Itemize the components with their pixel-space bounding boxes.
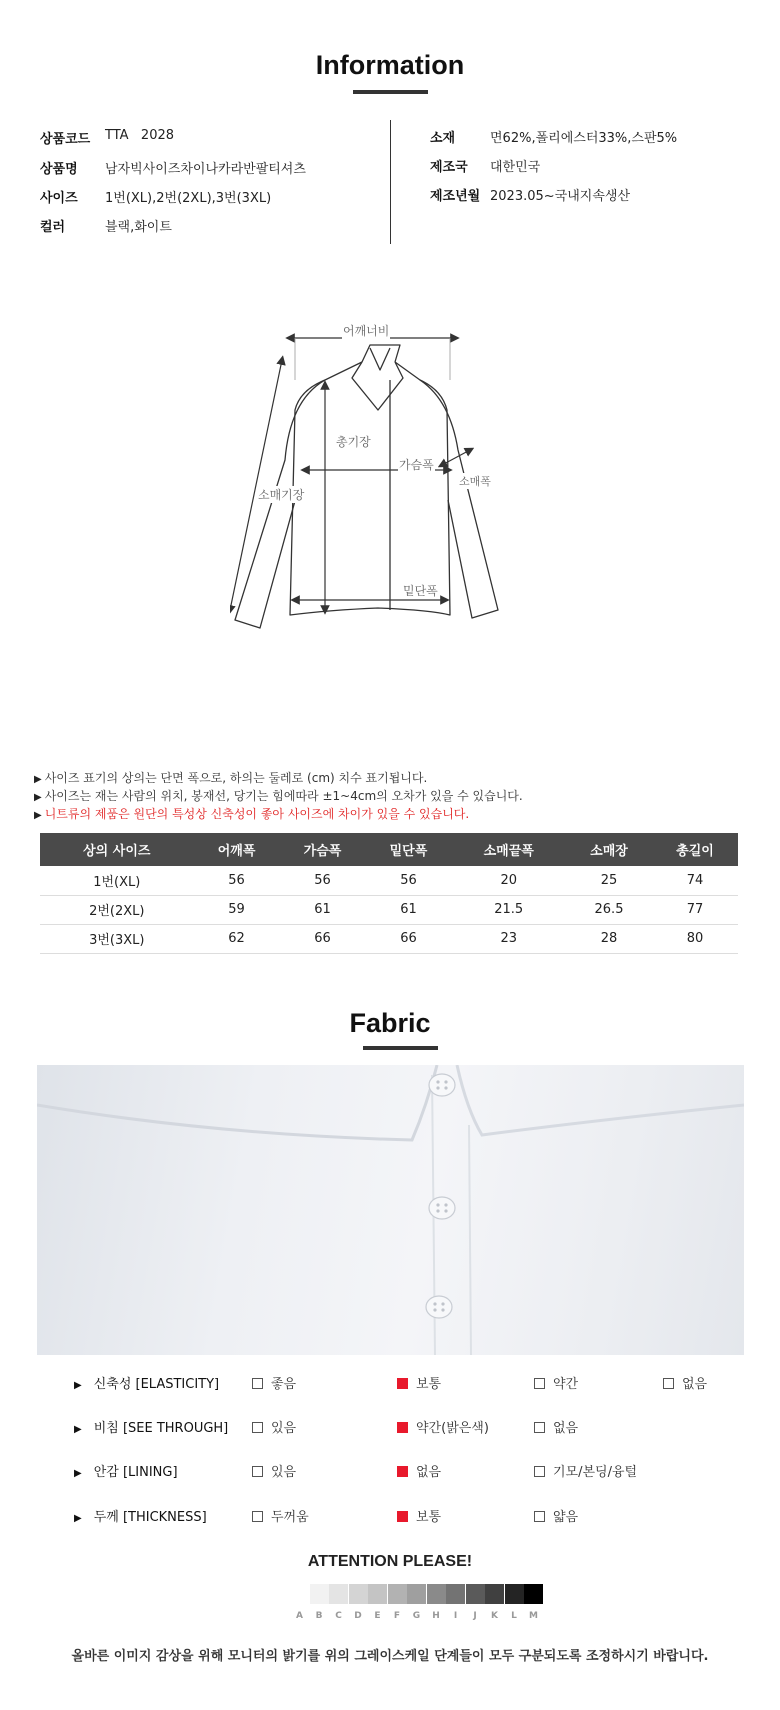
table-row — [40, 866, 738, 895]
option-label: 보통 — [416, 1510, 442, 1525]
information-title: Information — [315, 50, 465, 80]
table-cell: 3번(3XL) — [40, 924, 194, 953]
prop-lining-option — [252, 1461, 296, 1480]
table-cell: 56 — [365, 866, 451, 895]
prop-thickness-option — [397, 1506, 441, 1525]
prop-see-through-text: 비침 [SEE THROUGH] — [93, 1421, 229, 1436]
diagram-label-sleeve-length: 소매기장 — [258, 488, 305, 502]
table-cell: 2번(2XL) — [40, 895, 194, 924]
attention-title: ATTENTION PLEASE! — [307, 1553, 473, 1570]
diagram-label-shoulder: 어깨너비 — [343, 324, 390, 338]
grayscale-letter: K — [491, 1611, 498, 1621]
size-table-header — [40, 833, 738, 866]
grayscale-step — [427, 1584, 446, 1604]
option-label: 약간 — [553, 1377, 579, 1392]
prop-elasticity-label — [74, 1373, 219, 1392]
info-value-country: 대한민국 — [490, 160, 541, 175]
grayscale-letter: D — [354, 1611, 362, 1621]
table-cell: 62 — [194, 924, 280, 953]
grayscale-step — [310, 1584, 329, 1604]
table-cell: 56 — [280, 866, 366, 895]
checkbox-checked-icon — [397, 1422, 408, 1433]
table-row — [40, 924, 738, 953]
checkbox-checked-icon — [397, 1511, 408, 1522]
fabric-title: Fabric — [349, 1008, 431, 1038]
triangle-right-icon: ▶ — [34, 810, 42, 821]
table-cell: 80 — [652, 924, 738, 953]
grayscale-step — [485, 1584, 504, 1604]
table-cell: 23 — [451, 924, 566, 953]
prop-thickness-label — [74, 1506, 207, 1525]
col-header: 가슴폭 — [280, 833, 366, 866]
table-cell: 56 — [194, 866, 280, 895]
diagram-label-hem: 밑단폭 — [403, 584, 438, 598]
info-value-product-code: TTA 2028 — [105, 128, 175, 143]
triangle-right-icon: ▶ — [34, 792, 42, 803]
info-value-material: 면62%,폴리에스터33%,스판5% — [490, 131, 678, 146]
prop-elasticity-option — [663, 1373, 707, 1392]
info-value-manufactured: 2023.05~국내지속생산 — [490, 189, 630, 204]
info-value-color: 블랙,화이트 — [105, 220, 172, 235]
prop-see-through-option — [252, 1417, 296, 1436]
prop-thickness-option — [252, 1506, 309, 1525]
table-cell: 77 — [652, 895, 738, 924]
grayscale-letter: M — [529, 1611, 538, 1621]
size-note-1 — [34, 769, 427, 786]
grayscale-step — [466, 1584, 485, 1604]
table-cell: 21.5 — [451, 895, 566, 924]
col-header: 소매끝폭 — [451, 833, 566, 866]
grayscale-letter: L — [511, 1611, 517, 1621]
grayscale-step — [505, 1584, 524, 1604]
size-note-1-text: 사이즈 표기의 상의는 단면 폭으로, 하의는 둘레로 (cm) 치수 표기됩니다. — [44, 771, 428, 785]
grayscale-step — [368, 1584, 387, 1604]
grayscale-step — [524, 1584, 543, 1604]
option-label: 없음 — [416, 1465, 442, 1480]
grayscale-step — [290, 1584, 309, 1604]
info-label-product-code: 상품코드 — [40, 132, 91, 147]
col-header: 밑단폭 — [365, 833, 451, 866]
diagram-label-chest: 가슴폭 — [399, 458, 434, 472]
triangle-right-icon: ▶ — [74, 1380, 82, 1391]
grayscale-letter: I — [453, 1611, 458, 1621]
table-cell: 26.5 — [566, 895, 652, 924]
table-cell: 20 — [451, 866, 566, 895]
size-note-2-text: 사이즈는 재는 사람의 위치, 봉재선, 당기는 힘에따라 ±1~4cm의 오차가 있을 수 있습니다. — [44, 789, 523, 803]
grayscale-step — [407, 1584, 426, 1604]
fabric-photo — [37, 1065, 744, 1355]
option-label: 보통 — [416, 1377, 442, 1392]
option-label: 얇음 — [553, 1510, 579, 1525]
info-value-product-name: 남자빅사이즈차이나카라반팔티셔츠 — [105, 162, 306, 177]
col-header: 상의 사이즈 — [40, 833, 194, 866]
option-label: 있음 — [271, 1421, 297, 1436]
prop-lining-label — [74, 1461, 178, 1480]
info-label-material: 소재 — [430, 131, 456, 146]
grayscale-step — [349, 1584, 368, 1604]
info-label-size: 사이즈 — [40, 191, 78, 206]
triangle-right-icon: ▶ — [74, 1468, 82, 1479]
prop-lining-option — [397, 1461, 441, 1480]
option-label: 두꺼움 — [271, 1510, 309, 1525]
table-cell: 28 — [566, 924, 652, 953]
prop-elasticity-option — [534, 1373, 578, 1392]
info-value-size: 1번(XL),2번(2XL),3번(3XL) — [105, 191, 272, 206]
checkbox-icon — [534, 1511, 545, 1522]
option-label: 없음 — [682, 1377, 708, 1392]
table-row — [40, 895, 738, 924]
grayscale-letter: A — [296, 1611, 303, 1621]
checkbox-icon — [534, 1466, 545, 1477]
table-cell: 1번(XL) — [40, 866, 194, 895]
info-label-country: 제조국 — [430, 160, 468, 175]
prop-thickness-text: 두께 [THICKNESS] — [93, 1510, 207, 1525]
info-label-manufactured: 제조년월 — [430, 189, 481, 204]
option-label: 있음 — [271, 1465, 297, 1480]
measurement-diagram — [230, 310, 510, 640]
triangle-right-icon: ▶ — [34, 774, 42, 785]
grayscale-letter: E — [374, 1611, 381, 1621]
table-cell: 25 — [566, 866, 652, 895]
information-title-underline — [353, 90, 428, 94]
table-cell: 59 — [194, 895, 280, 924]
table-cell: 74 — [652, 866, 738, 895]
grayscale-step — [329, 1584, 348, 1604]
grayscale-step — [446, 1584, 465, 1604]
prop-see-through-option — [397, 1417, 489, 1436]
grayscale-letter: H — [432, 1611, 440, 1621]
option-label: 없음 — [553, 1421, 579, 1436]
checkbox-icon — [252, 1422, 263, 1433]
grayscale-letter: B — [315, 1611, 323, 1621]
prop-elasticity-option — [252, 1373, 296, 1392]
fabric-closeup-image — [37, 1065, 744, 1355]
diagram-label-sleeve-width: 소매폭 — [459, 475, 491, 488]
option-label: 기모/본딩/융털 — [553, 1465, 638, 1480]
size-note-3 — [34, 805, 469, 822]
info-label-product-name: 상품명 — [40, 162, 78, 177]
grayscale-letter: C — [335, 1611, 342, 1621]
prop-elasticity-text: 신축성 [ELASTICITY] — [93, 1377, 220, 1392]
table-cell: 61 — [365, 895, 451, 924]
triangle-right-icon: ▶ — [74, 1424, 82, 1435]
option-label: 약간(밝은색) — [416, 1421, 489, 1436]
option-label: 좋음 — [271, 1377, 297, 1392]
checkbox-checked-icon — [397, 1466, 408, 1477]
triangle-right-icon: ▶ — [74, 1513, 82, 1524]
size-note-3-text: 니트류의 제품은 원단의 특성상 신축성이 좋아 사이즈에 차이가 있을 수 있습니다. — [44, 807, 470, 821]
col-header: 총길이 — [652, 833, 738, 866]
grayscale-letter: G — [412, 1611, 421, 1621]
prop-lining-option — [534, 1461, 637, 1480]
prop-lining-text: 안감 [LINING] — [93, 1465, 178, 1480]
prop-see-through-option — [534, 1417, 578, 1436]
checkbox-icon — [252, 1378, 263, 1389]
diagram-label-total-length: 총기장 — [336, 435, 371, 449]
col-header: 어깨폭 — [194, 833, 280, 866]
size-note-2 — [34, 787, 523, 804]
checkbox-icon — [252, 1511, 263, 1522]
col-header: 소매장 — [566, 833, 652, 866]
table-cell: 66 — [365, 924, 451, 953]
size-table — [40, 833, 738, 954]
attention-footer: 올바른 이미지 감상을 위해 모니터의 밝기를 위의 그레이스케일 단계들이 모두 구분되도록 조정하시기 바랍니다. — [71, 1649, 709, 1664]
prop-elasticity-option — [397, 1373, 441, 1392]
table-cell: 66 — [280, 924, 366, 953]
grayscale-letter: J — [473, 1611, 477, 1621]
checkbox-checked-icon — [397, 1378, 408, 1389]
checkbox-icon — [663, 1378, 674, 1389]
prop-see-through-label — [74, 1417, 228, 1436]
checkbox-icon — [534, 1422, 545, 1433]
grayscale-letter: F — [393, 1611, 401, 1621]
checkbox-icon — [252, 1466, 263, 1477]
info-divider — [390, 120, 391, 244]
table-cell: 61 — [280, 895, 366, 924]
grayscale-step — [388, 1584, 407, 1604]
checkbox-icon — [534, 1378, 545, 1389]
prop-thickness-option — [534, 1506, 578, 1525]
fabric-title-underline — [363, 1046, 438, 1050]
info-label-color: 컬러 — [40, 220, 66, 235]
